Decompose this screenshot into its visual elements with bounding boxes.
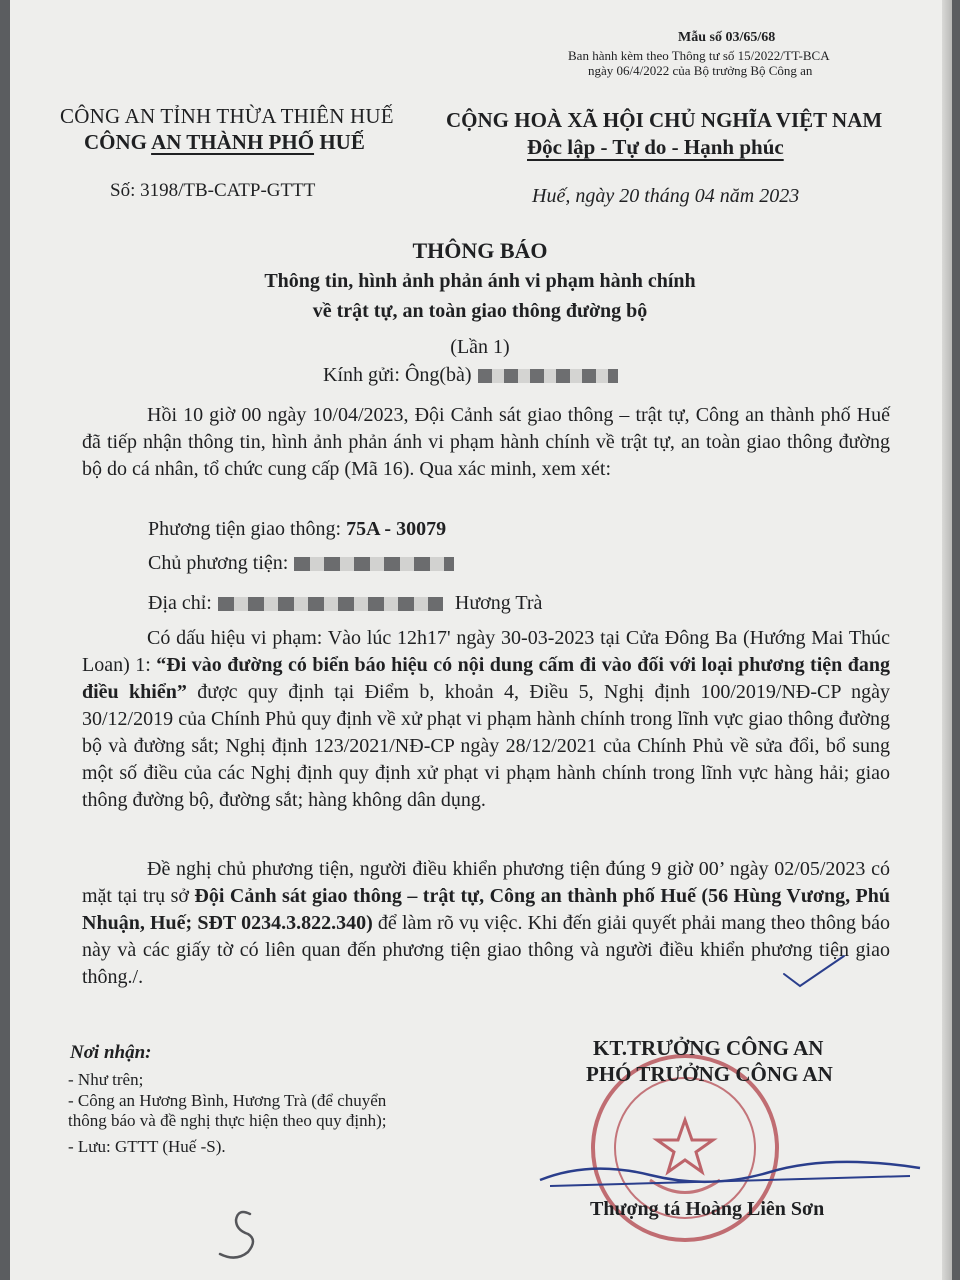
violation-legal-basis: được quy định tại Điểm b, khoản 4, Điều 5, Nghị định 100/2019/NĐ-CP ngày 30/12/2019 của Chính Phủ quy định về xử phạt vi phạm hành chính trong lĩnh vực giao thông đường bộ và đường sắt; Nghị định 123/2021/NĐ-CP ngày 28/12/2021 của Chính Phủ về sửa đổi, bổ sung một số điều của các Nghị định quy định xử phạt vi phạm hành chính trong lĩnh vực hàng hải; giao thông đường bộ, đường sắt; hàng không dân dụng. xyxy=(82,681,891,811)
violation-description: “Đi vào đường có biển báo hiệu có nội dung cấm đi vào đối với loại phương tiện đang điều khiển” xyxy=(82,654,890,703)
recipient-item-2-cont: thông báo và đề nghị thực hiện theo quy định); xyxy=(68,1111,387,1130)
recipient-line xyxy=(323,364,618,387)
recipients-heading: Nơi nhận: xyxy=(70,1042,152,1063)
owner-line xyxy=(148,552,454,575)
violation-intro: Có dấu hiệu vi phạm: Vào lúc 12h17' ngày 30-03-2023 tại Cửa Đông Ba (Hướng Mai Thúc Loan) 1: xyxy=(82,627,890,676)
request-office: Đội Cảnh sát giao thông – trật tự, Công an thành phố Huế (56 Hùng Vương, Phú Nhuận, Huế; SĐT 0234.3.822.340) xyxy=(82,885,891,934)
address-line xyxy=(148,592,542,615)
national-motto: Độc lập - Tự do - Hạnh phúc xyxy=(527,135,784,159)
document-date: Huế, ngày 20 tháng 04 năm 2023 xyxy=(532,185,800,207)
form-reference-line-1: Ban hành kèm theo Thông tư số 15/2022/TT-BCA xyxy=(568,48,830,63)
recipient-item-2: - Công an Hương Bình, Hương Trà (để chuyển xyxy=(68,1091,387,1110)
agency-parent: CÔNG AN TỈNH THỪA THIÊN HUẾ xyxy=(60,104,394,128)
handwritten-tick-icon xyxy=(780,952,850,992)
redacted-address xyxy=(218,597,443,611)
vehicle-line xyxy=(148,518,446,541)
redacted-name xyxy=(478,369,618,383)
redacted-owner xyxy=(294,557,454,571)
recipient-label: Kính gửi: Ông(bà) xyxy=(323,364,472,386)
form-code: Mẫu số 03/65/68 xyxy=(678,30,776,45)
address-label: Địa chỉ: xyxy=(148,592,212,614)
paper-edge xyxy=(942,0,952,1280)
address-visible: Hương Trà xyxy=(454,592,543,614)
form-reference-line-2: ngày 06/4/2022 của Bộ trưởng Bộ Công an xyxy=(588,63,813,78)
document-subtitle-1: Thông tin, hình ảnh phản ánh vi phạm hành chính xyxy=(264,270,696,292)
agency-issuer-pre: CÔNG xyxy=(84,130,152,154)
request-instructions: để làm rõ vụ việc. Khi đến giải quyết phải mang theo thông báo này và các giấy tờ có liên quan đến phương tiện giao thông và người điều khiển phương tiện giao thông./. xyxy=(82,912,891,988)
vehicle-label: Phương tiện giao thông: xyxy=(148,518,347,540)
request-intro: Đề nghị chủ phương tiện, người điều khiển phương tiện đúng 9 giờ 00’ ngày 02/05/2023 có mặt tại trụ sở xyxy=(82,858,890,907)
agency-issuer-post: HUẾ xyxy=(314,130,365,154)
document-number: Số: 3198/TB-CATP-GTTT xyxy=(110,180,316,201)
agency-issuer-underlined: AN THÀNH PHỐ xyxy=(151,130,315,154)
recipient-item-3: - Lưu: GTTT (Huế -S). xyxy=(68,1137,226,1156)
vehicle-plate: 75A - 30079 xyxy=(346,518,447,540)
handwritten-mark-icon xyxy=(210,1200,270,1270)
document-subtitle-2: về trật tự, an toàn giao thông đường bộ xyxy=(312,300,648,322)
signer-name: Thượng tá Hoàng Liên Sơn xyxy=(590,1198,825,1220)
paragraph-intro: Hồi 10 giờ 00 ngày 10/04/2023, Đội Cảnh sát giao thông – trật tự, Công an thành phố Huế đã tiếp nhận thông tin, hình ảnh phản ánh vi phạm hành chính về trật tự, an toàn giao thông đường bộ do cá nhân, tổ chức cung cấp (Mã 16). Qua xác minh, xem xét: xyxy=(82,404,890,480)
attempt-number: (Lần 1) xyxy=(450,336,510,358)
document-page xyxy=(10,0,952,1280)
signature-title-2: PHÓ TRƯỞNG CÔNG AN xyxy=(586,1062,833,1086)
recipient-item-1: - Như trên; xyxy=(68,1070,144,1089)
agency-issuer xyxy=(84,130,365,155)
owner-label: Chủ phương tiện: xyxy=(148,552,289,574)
document-title: THÔNG BÁO xyxy=(412,238,548,263)
signature-title-1: KT.TRƯỞNG CÔNG AN xyxy=(593,1036,824,1060)
handwritten-signature-icon xyxy=(530,1150,930,1200)
national-title: CỘNG HOÀ XÃ HỘI CHỦ NGHĨA VIỆT NAM xyxy=(446,108,883,132)
paragraph-violation xyxy=(82,625,890,814)
paragraph-request xyxy=(82,856,890,991)
